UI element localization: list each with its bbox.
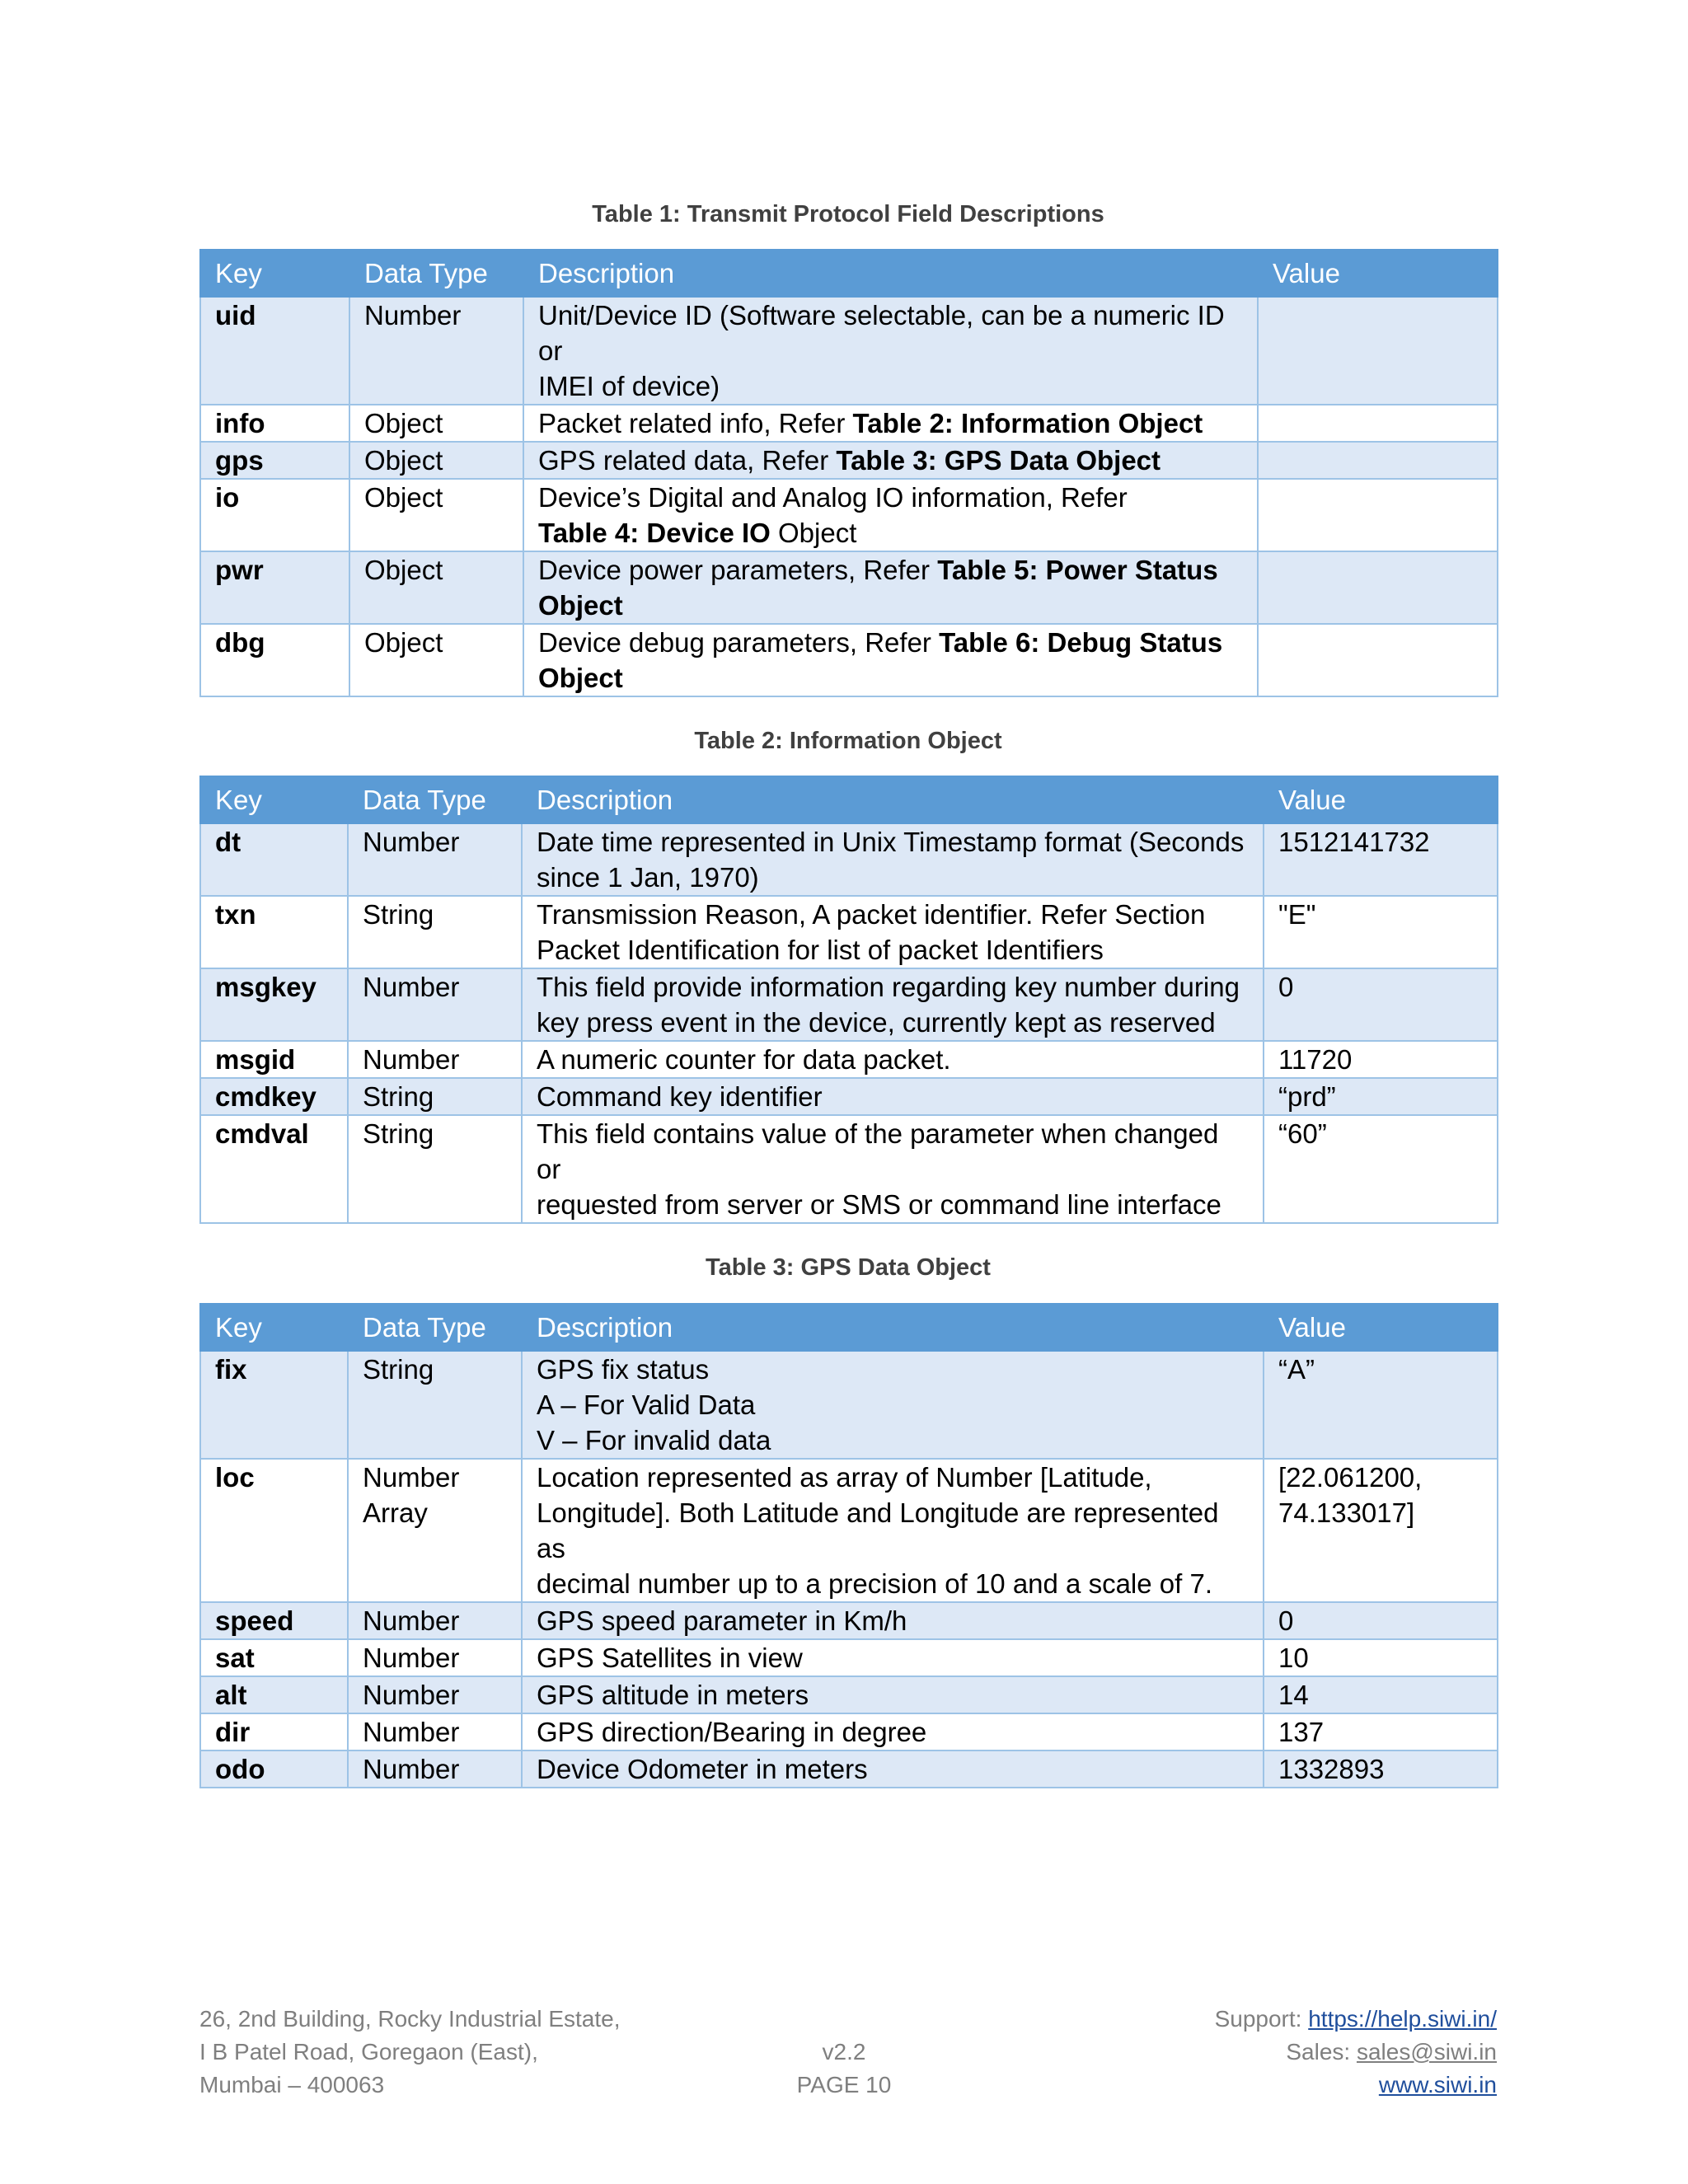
row-type: Object bbox=[349, 479, 523, 551]
description-text: Device power parameters, Refer bbox=[538, 555, 938, 585]
row-value: 137 bbox=[1264, 1713, 1498, 1750]
row-description: GPS direction/Bearing in degree bbox=[522, 1713, 1264, 1750]
description-line bbox=[538, 515, 1244, 551]
table2-header-key: Key bbox=[200, 776, 348, 823]
row-type: Object bbox=[349, 405, 523, 442]
description-line: Command key identifier bbox=[537, 1081, 823, 1112]
footer-contact bbox=[1215, 2003, 1497, 2102]
page-number: PAGE 10 bbox=[796, 2072, 892, 2097]
type-line: String bbox=[363, 1354, 434, 1385]
row-type: Number bbox=[348, 1713, 522, 1750]
row-description: GPS Satellites in view bbox=[522, 1639, 1264, 1676]
table2-information-object bbox=[199, 776, 1498, 1224]
value-line: 74.133017] bbox=[1278, 1497, 1415, 1528]
description-text: Packet related info, Refer bbox=[538, 408, 853, 438]
row-value bbox=[1258, 297, 1498, 405]
row-description bbox=[522, 823, 1264, 896]
table-row bbox=[200, 896, 1498, 968]
table1-header-key: Key bbox=[200, 250, 349, 297]
row-value: 14 bbox=[1264, 1676, 1498, 1713]
row-type: Number bbox=[348, 823, 522, 896]
address-line: Mumbai – 400063 bbox=[199, 2072, 385, 2097]
row-key: alt bbox=[200, 1676, 348, 1713]
row-value bbox=[1258, 624, 1498, 696]
row-description: Device Odometer in meters bbox=[522, 1750, 1264, 1788]
row-type: Object bbox=[349, 624, 523, 696]
table-row bbox=[200, 1602, 1498, 1639]
row-key: speed bbox=[200, 1602, 348, 1639]
row-type: Number bbox=[349, 297, 523, 405]
table-row bbox=[200, 1676, 1498, 1713]
support-link[interactable]: https://help.siwi.in/ bbox=[1308, 2006, 1497, 2032]
table-reference: Table 3: GPS Data Object bbox=[836, 445, 1161, 476]
description-line: GPS fix status bbox=[537, 1354, 710, 1385]
table1-header-row bbox=[200, 250, 1498, 297]
type-line: Number bbox=[363, 1462, 460, 1493]
table2-header-type: Data Type bbox=[348, 776, 522, 823]
row-value bbox=[1258, 479, 1498, 551]
table1-caption: Table 1: Transmit Protocol Field Descriptions bbox=[592, 201, 1104, 227]
description-text: Object bbox=[770, 518, 857, 548]
sales-label: Sales: bbox=[1286, 2039, 1357, 2064]
row-key: pwr bbox=[200, 551, 349, 624]
version-label: v2.2 bbox=[822, 2039, 866, 2064]
description-line: Device’s Digital and Analog IO information, Refer bbox=[538, 482, 1128, 513]
table3-gps-data-object bbox=[199, 1303, 1498, 1788]
row-key: loc bbox=[200, 1459, 348, 1602]
row-key: sat bbox=[200, 1639, 348, 1676]
row-description bbox=[522, 896, 1264, 968]
row-key: cmdval bbox=[200, 1115, 348, 1223]
table3-header-value: Value bbox=[1264, 1304, 1498, 1351]
table1-header-type: Data Type bbox=[349, 250, 523, 297]
description-line: IMEI of device) bbox=[538, 371, 720, 401]
description-line: Date time represented in Unix Timestamp format (Seconds bbox=[537, 827, 1245, 857]
table-reference: Object bbox=[538, 590, 623, 621]
table1-header-description: Description bbox=[523, 250, 1258, 297]
row-description bbox=[523, 479, 1258, 551]
row-value: 10 bbox=[1264, 1639, 1498, 1676]
table-row bbox=[200, 823, 1498, 896]
table3-header-description: Description bbox=[522, 1304, 1264, 1351]
table-reference: Table 2: Information Object bbox=[852, 408, 1203, 438]
row-value: "E" bbox=[1264, 896, 1498, 968]
sales-email-link[interactable]: sales@siwi.in bbox=[1356, 2039, 1497, 2064]
description-line: Location represented as array of Number [Latitude, bbox=[537, 1462, 1152, 1493]
row-type: String bbox=[348, 1115, 522, 1223]
footer-page-info bbox=[762, 2036, 926, 2102]
row-description bbox=[522, 1351, 1264, 1459]
row-value: “prd” bbox=[1264, 1078, 1498, 1115]
row-description bbox=[522, 968, 1264, 1041]
value-line: “A” bbox=[1278, 1354, 1315, 1385]
description-line: Packet Identification for list of packet Identifiers bbox=[537, 935, 1104, 965]
row-value: 1512141732 bbox=[1264, 823, 1498, 896]
table-row bbox=[200, 1639, 1498, 1676]
row-type: Number bbox=[348, 1041, 522, 1078]
row-key: dt bbox=[200, 823, 348, 896]
description-text: GPS related data, Refer bbox=[538, 445, 837, 476]
description-text: Device debug parameters, Refer bbox=[538, 627, 940, 658]
description-line: V – For invalid data bbox=[537, 1425, 771, 1455]
row-key: txn bbox=[200, 896, 348, 968]
table3-header-type: Data Type bbox=[348, 1304, 522, 1351]
row-description bbox=[523, 405, 1258, 442]
description-line: This field provide information regarding key number during bbox=[537, 972, 1240, 1002]
row-type: String bbox=[348, 896, 522, 968]
table-row bbox=[200, 624, 1498, 696]
row-description bbox=[523, 551, 1258, 624]
table-row bbox=[200, 968, 1498, 1041]
website-link[interactable]: www.siwi.in bbox=[1378, 2072, 1497, 2097]
row-key: dbg bbox=[200, 624, 349, 696]
table-reference: Object bbox=[538, 663, 623, 693]
row-value: 0 bbox=[1264, 968, 1498, 1041]
description-line: A numeric counter for data packet. bbox=[537, 1044, 951, 1075]
table-row bbox=[200, 479, 1498, 551]
table3-header-row bbox=[200, 1304, 1498, 1351]
website-line bbox=[1215, 2069, 1497, 2102]
table-row bbox=[200, 1041, 1498, 1078]
row-value: 0 bbox=[1264, 1602, 1498, 1639]
description-line: requested from server or SMS or command line interface bbox=[537, 1189, 1221, 1220]
table-row bbox=[200, 1459, 1498, 1602]
description-line: Unit/Device ID (Software selectable, can be a numeric ID or bbox=[538, 300, 1225, 366]
value-line: [22.061200, bbox=[1278, 1462, 1423, 1493]
table3-header-key: Key bbox=[200, 1304, 348, 1351]
description-line bbox=[538, 552, 1244, 588]
row-description bbox=[522, 1041, 1264, 1078]
row-key: cmdkey bbox=[200, 1078, 348, 1115]
row-key: gps bbox=[200, 442, 349, 479]
row-description: GPS speed parameter in Km/h bbox=[522, 1602, 1264, 1639]
row-key: msgkey bbox=[200, 968, 348, 1041]
row-type: Number bbox=[348, 1602, 522, 1639]
row-value bbox=[1258, 405, 1498, 442]
row-type: Object bbox=[349, 551, 523, 624]
row-description bbox=[522, 1459, 1264, 1602]
row-key: odo bbox=[200, 1750, 348, 1788]
row-key: io bbox=[200, 479, 349, 551]
description-line: decimal number up to a precision of 10 and a scale of 7. bbox=[537, 1568, 1212, 1599]
row-type: Number bbox=[348, 968, 522, 1041]
row-type: Number bbox=[348, 1639, 522, 1676]
table3-caption: Table 3: GPS Data Object bbox=[706, 1254, 991, 1281]
row-type: Object bbox=[349, 442, 523, 479]
row-description bbox=[523, 624, 1258, 696]
row-description: GPS altitude in meters bbox=[522, 1676, 1264, 1713]
description-line bbox=[538, 625, 1244, 660]
row-type: Number bbox=[348, 1750, 522, 1788]
row-value bbox=[1264, 1351, 1498, 1459]
table-row bbox=[200, 1713, 1498, 1750]
table1-header-value: Value bbox=[1258, 250, 1498, 297]
table1-transmit-protocol bbox=[199, 249, 1498, 697]
address-line: I B Patel Road, Goregaon (East), bbox=[199, 2039, 538, 2064]
description-line: This field contains value of the parameter when changed or bbox=[537, 1118, 1219, 1184]
row-description bbox=[522, 1115, 1264, 1223]
row-key: dir bbox=[200, 1713, 348, 1750]
row-value: “60” bbox=[1264, 1115, 1498, 1223]
row-description bbox=[523, 442, 1258, 479]
row-type: Number bbox=[348, 1676, 522, 1713]
row-description bbox=[523, 297, 1258, 405]
table-row bbox=[200, 1750, 1498, 1788]
row-description bbox=[522, 1078, 1264, 1115]
footer-address bbox=[199, 2003, 621, 2102]
table-row bbox=[200, 297, 1498, 405]
row-type: String bbox=[348, 1078, 522, 1115]
address-line: 26, 2nd Building, Rocky Industrial Estate, bbox=[199, 2006, 621, 2032]
row-value bbox=[1264, 1459, 1498, 1602]
row-value: 11720 bbox=[1264, 1041, 1498, 1078]
table2-header-value: Value bbox=[1264, 776, 1498, 823]
row-key: uid bbox=[200, 297, 349, 405]
description-line: since 1 Jan, 1970) bbox=[537, 862, 759, 893]
row-type bbox=[348, 1459, 522, 1602]
table-row bbox=[200, 1115, 1498, 1223]
row-value: 1332893 bbox=[1264, 1750, 1498, 1788]
table2-header-description: Description bbox=[522, 776, 1264, 823]
description-line: Longitude]. Both Latitude and Longitude are represented as bbox=[537, 1497, 1219, 1563]
table-row bbox=[200, 405, 1498, 442]
table-reference: Table 5: Power Status bbox=[937, 555, 1218, 585]
table2-caption: Table 2: Information Object bbox=[694, 728, 1002, 754]
table-row bbox=[200, 1078, 1498, 1115]
row-key: msgid bbox=[200, 1041, 348, 1078]
table-reference: Table 6: Debug Status bbox=[939, 627, 1223, 658]
row-value bbox=[1258, 551, 1498, 624]
description-line: key press event in the device, currently kept as reserved bbox=[537, 1007, 1216, 1038]
row-key: info bbox=[200, 405, 349, 442]
row-type bbox=[348, 1351, 522, 1459]
description-line: Transmission Reason, A packet identifier. Refer Section bbox=[537, 899, 1206, 930]
row-key: fix bbox=[200, 1351, 348, 1459]
table-row bbox=[200, 551, 1498, 624]
sales-line bbox=[1215, 2036, 1497, 2069]
table-reference: Table 4: Device IO bbox=[538, 518, 771, 548]
table2-header-row bbox=[200, 776, 1498, 823]
table-row bbox=[200, 442, 1498, 479]
table-row bbox=[200, 1351, 1498, 1459]
description-line: A – For Valid Data bbox=[537, 1390, 756, 1420]
row-value bbox=[1258, 442, 1498, 479]
type-line: Array bbox=[363, 1497, 428, 1528]
support-label: Support: bbox=[1214, 2006, 1309, 2032]
support-line bbox=[1215, 2003, 1497, 2036]
